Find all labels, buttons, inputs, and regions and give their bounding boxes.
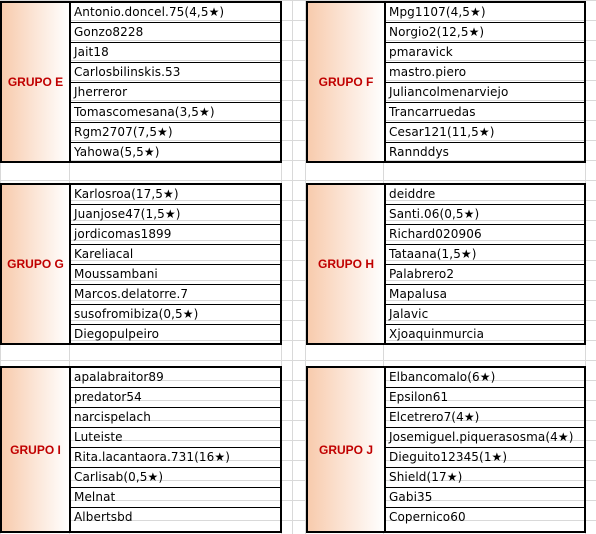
player-cell[interactable]: Albertsbd [74, 510, 133, 524]
player-cell[interactable]: Rgm2707(7,5★) [71, 123, 280, 143]
group-j-table [306, 366, 586, 533]
player-cell[interactable]: predator54 [71, 388, 280, 408]
player-cell[interactable]: Kareliacal [71, 245, 280, 265]
player-cell[interactable]: Juanjose47(1,5★) [71, 205, 280, 225]
player-cell[interactable]: Gonzo8228 [71, 23, 280, 43]
player-cell[interactable]: Jalavic [386, 305, 584, 325]
player-list [384, 366, 586, 533]
group-label: GRUPO E [0, 1, 69, 163]
group-g-table [0, 183, 282, 345]
player-list [384, 1, 586, 163]
player-cell[interactable]: Mpg1107(4,5★) [386, 3, 584, 23]
player-cell[interactable]: Rannddys [389, 145, 450, 159]
player-cell[interactable]: pmaravick [386, 43, 584, 63]
player-cell[interactable]: Jait18 [71, 43, 280, 63]
player-cell[interactable]: narcispelach [71, 408, 280, 428]
player-cell[interactable]: Rita.lacantaora.731(16★) [71, 448, 280, 468]
player-cell[interactable]: Gabi35 [386, 488, 584, 508]
player-cell[interactable]: Xjoaquinmurcia [389, 327, 485, 341]
group-f-table [306, 1, 586, 163]
player-cell[interactable]: Karlosroa(17,5★) [71, 185, 280, 205]
player-cell[interactable]: Melnat [71, 488, 280, 508]
player-cell[interactable]: Copernico60 [389, 510, 466, 524]
player-cell[interactable]: Moussambani [71, 265, 280, 285]
group-label: GRUPO J [306, 366, 384, 533]
player-cell[interactable]: Dieguito12345(1★) [386, 448, 584, 468]
player-list [384, 183, 586, 345]
player-cell[interactable]: Yahowa(5,5★) [74, 145, 160, 159]
group-i-table [0, 366, 282, 533]
player-cell[interactable]: apalabraitor89 [71, 368, 280, 388]
player-cell[interactable]: Mapalusa [386, 285, 584, 305]
player-cell[interactable]: Carlisab(0,5★) [71, 468, 280, 488]
player-list [69, 183, 282, 345]
player-cell[interactable]: Palabrero2 [386, 265, 584, 285]
group-label: GRUPO H [306, 183, 384, 345]
player-cell[interactable]: Juliancolmenarviejo [386, 83, 584, 103]
group-label: GRUPO F [306, 1, 384, 163]
player-list [69, 366, 282, 533]
player-cell[interactable]: Carlosbilinskis.53 [71, 63, 280, 83]
player-cell[interactable]: Norgio2(12,5★) [386, 23, 584, 43]
player-cell[interactable]: Josemiguel.piquerasosma(4★) [386, 428, 584, 448]
group-h-table [306, 183, 586, 345]
player-cell[interactable]: Diegopulpeiro [74, 327, 160, 341]
player-list [69, 1, 282, 163]
player-cell[interactable]: Jherreror [71, 83, 280, 103]
player-cell[interactable]: susofromibiza(0,5★) [71, 305, 280, 325]
grid-column-line [292, 0, 293, 534]
player-cell[interactable]: Elbancomalo(6★) [386, 368, 584, 388]
player-cell[interactable]: jordicomas1899 [71, 225, 280, 245]
group-label: GRUPO I [0, 366, 69, 533]
player-cell[interactable]: deiddre [386, 185, 584, 205]
group-label: GRUPO G [0, 183, 69, 345]
player-cell[interactable]: Trancarruedas [386, 103, 584, 123]
player-cell[interactable]: Cesar121(11,5★) [386, 123, 584, 143]
player-cell[interactable]: Marcos.delatorre.7 [71, 285, 280, 305]
player-cell[interactable]: Santi.06(0,5★) [386, 205, 584, 225]
player-cell[interactable]: Luteiste [71, 428, 280, 448]
player-cell[interactable]: Shield(17★) [386, 468, 584, 488]
player-cell[interactable]: mastro.piero [386, 63, 584, 83]
player-cell[interactable]: Antonio.doncel.75(4,5★) [71, 3, 280, 23]
group-e-table [0, 1, 282, 163]
player-cell[interactable]: Epsilon61 [386, 388, 584, 408]
player-cell[interactable]: Elcetrero7(4★) [386, 408, 584, 428]
player-cell[interactable]: Richard020906 [386, 225, 584, 245]
player-cell[interactable]: Tataana(1,5★) [386, 245, 584, 265]
player-cell[interactable]: Tomascomesana(3,5★) [71, 103, 280, 123]
